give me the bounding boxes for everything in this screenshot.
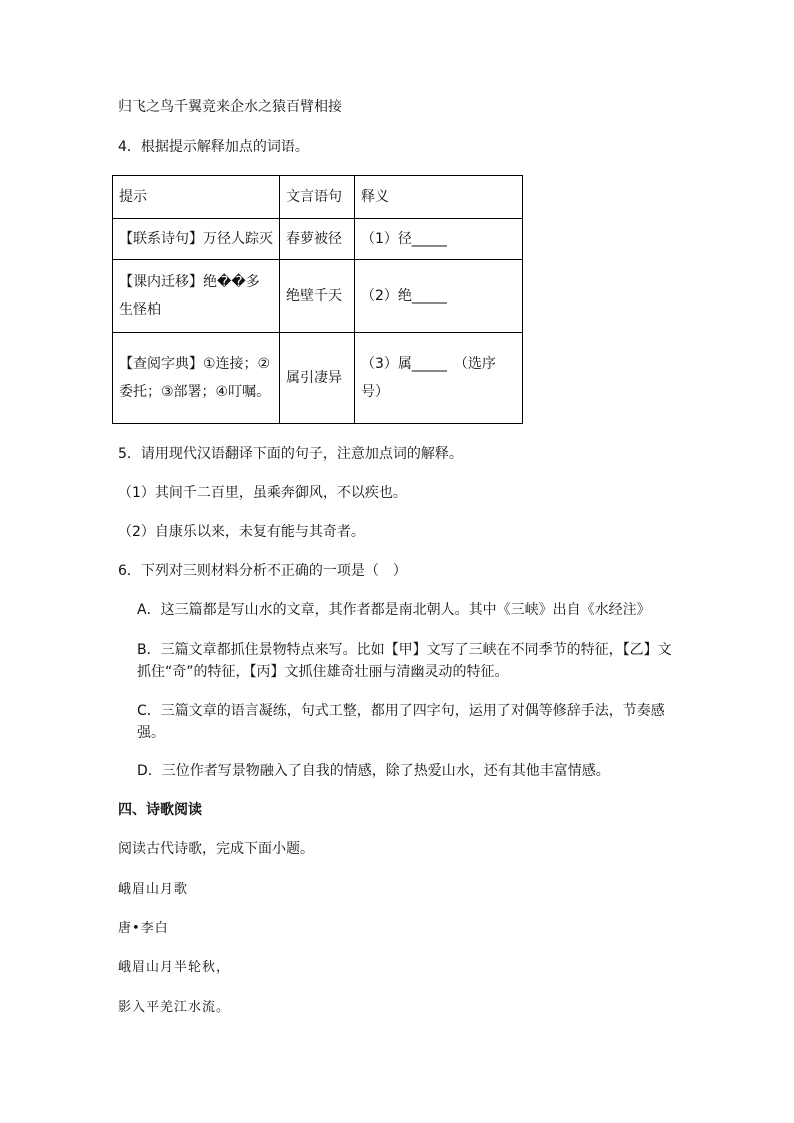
table-row <box>113 333 523 424</box>
option-b: B．三篇文章都抓住景物特点来写。比如【甲】文写了三峡在不同季节的特征，【乙】文抓住“奇”的特征，【丙】文抓住雄奇壮丽与清幽灵动的特征。 <box>137 642 672 680</box>
table-cell: 春萝被径 <box>280 219 355 260</box>
question-6: 6．下列对三则材料分析不正确的一项是（ ） <box>118 563 407 579</box>
table-cell: （2）绝_____ <box>355 260 523 333</box>
reading-instruction: 阅读古代诗歌，完成下面小题。 <box>118 841 314 857</box>
poem-author: 唐•李白 <box>118 921 169 936</box>
question-4: 4．根据提示解释加点的词语。 <box>118 139 309 155</box>
hint-table <box>112 175 523 424</box>
table-row <box>113 219 523 260</box>
table-cell: （3）属_____ （选序号） <box>355 333 523 424</box>
question-5-item-1: （1）其间千二百里，虽乘奔御风，不以疾也。 <box>118 485 407 501</box>
table-cell: 【查阅字典】①连接；②委托；③部署；④叮嘱。 <box>113 333 280 424</box>
poem-title: 峨眉山月歌 <box>118 882 189 897</box>
question-5-item-2: （2）自康乐以来，未复有能与其奇者。 <box>118 524 365 540</box>
table-header-row <box>113 176 523 219</box>
option-a: A．这三篇都是写山水的文章，其作者都是南北朝人。其中《三峡》出自《水经注》 <box>137 602 651 618</box>
option-c: C．三篇文章的语言凝练，句式工整，都用了四字句，运用了对偶等修辞手法，节奏感强。 <box>137 703 665 741</box>
passage-fragment: 归飞之鸟千翼竞来企水之猿百臂相接 <box>118 99 342 115</box>
poem-line-2: 影入平羌江水流。 <box>118 1000 231 1015</box>
table-cell: 【课内迁移】绝��多生怪柏 <box>113 260 280 333</box>
table-cell: 属引凄异 <box>280 333 355 424</box>
poem-line-1: 峨眉山月半轮秋， <box>118 960 231 975</box>
table-header-cell: 释义 <box>355 176 523 219</box>
section-4-heading: 四、诗歌阅读 <box>118 802 202 818</box>
question-5: 5．请用现代汉语翻译下面的句子，注意加点词的解释。 <box>118 446 463 462</box>
table-header-cell: 文言语句 <box>280 176 355 219</box>
table-row <box>113 260 523 333</box>
option-d: D．三位作者写景物融入了自我的情感，除了热爱山水，还有其他丰富情感。 <box>137 763 610 779</box>
table-cell: （1）径_____ <box>355 219 523 260</box>
table-header-cell: 提示 <box>113 176 280 219</box>
table-cell: 绝壁千天 <box>280 260 355 333</box>
table-cell: 【联系诗句】万径人踪灭 <box>113 219 280 260</box>
